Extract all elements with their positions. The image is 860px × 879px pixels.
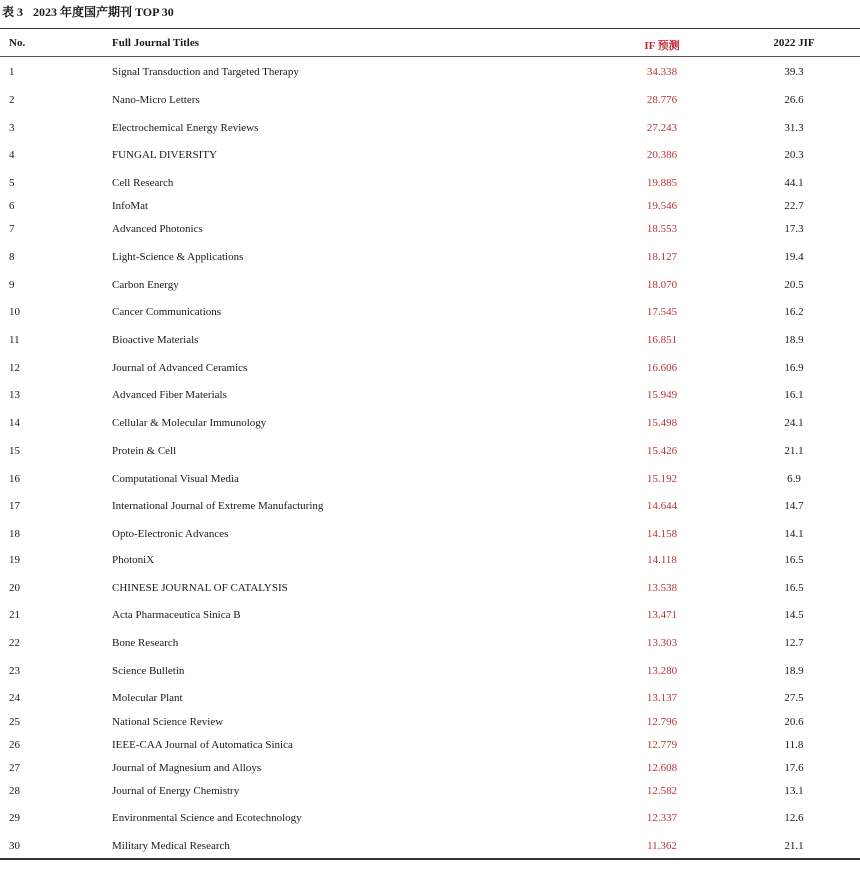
row-number: 6 bbox=[9, 200, 15, 212]
table-caption-label: 表 3 bbox=[2, 5, 24, 19]
jif-2022: 18.9 bbox=[784, 665, 804, 677]
jif-2022: 6.9 bbox=[787, 473, 801, 485]
jif-2022: 44.1 bbox=[784, 177, 804, 189]
row-number: 8 bbox=[9, 251, 15, 263]
row-number: 21 bbox=[9, 609, 20, 621]
table-bottom-rule bbox=[0, 858, 860, 860]
if-prediction: 15.498 bbox=[646, 417, 678, 429]
jif-2022: 21.1 bbox=[784, 840, 804, 852]
row-number: 11 bbox=[9, 334, 20, 346]
jif-2022: 26.6 bbox=[784, 94, 804, 106]
jif-2022: 16.9 bbox=[784, 362, 804, 374]
table-row bbox=[0, 305, 860, 319]
table-top-rule bbox=[0, 28, 860, 29]
table-row bbox=[0, 472, 860, 486]
row-number: 19 bbox=[9, 554, 20, 566]
row-number: 7 bbox=[9, 223, 15, 235]
if-prediction: 11.362 bbox=[647, 840, 677, 852]
if-prediction: 12.779 bbox=[646, 739, 678, 751]
journal-title: Advanced Photonics bbox=[112, 223, 203, 235]
if-prediction: 14.158 bbox=[646, 528, 678, 540]
journal-title: Science Bulletin bbox=[112, 665, 185, 677]
journal-title: Cellular & Molecular Immunology bbox=[112, 417, 267, 429]
table-row bbox=[0, 811, 860, 825]
jif-2022: 16.5 bbox=[784, 554, 804, 566]
journal-title: Environmental Science and Ecotechnology bbox=[112, 812, 302, 824]
table-row bbox=[0, 176, 860, 190]
table-row bbox=[0, 361, 860, 375]
table-row bbox=[0, 761, 860, 775]
header-no: No. bbox=[9, 37, 26, 49]
if-prediction: 19.546 bbox=[646, 200, 678, 212]
row-number: 23 bbox=[9, 665, 20, 677]
jif-2022: 12.6 bbox=[784, 812, 804, 824]
journal-title: PhotoniX bbox=[112, 554, 155, 566]
jif-2022: 20.5 bbox=[784, 279, 804, 291]
if-prediction: 13.471 bbox=[646, 609, 678, 621]
header-full-journal-titles: Full Journal Titles bbox=[112, 37, 200, 49]
if-prediction: 17.545 bbox=[646, 306, 678, 318]
table-row bbox=[0, 839, 860, 853]
table-caption-title: 2023 年度国产期刊 TOP 30 bbox=[33, 5, 174, 19]
table-row bbox=[0, 148, 860, 162]
row-number: 28 bbox=[9, 785, 20, 797]
row-number: 20 bbox=[9, 582, 20, 594]
row-number: 12 bbox=[9, 362, 20, 374]
jif-2022: 12.7 bbox=[784, 637, 804, 649]
table-row bbox=[0, 608, 860, 622]
row-number: 25 bbox=[9, 716, 20, 728]
if-prediction: 13.303 bbox=[646, 637, 678, 649]
if-prediction: 15.192 bbox=[646, 473, 678, 485]
row-number: 22 bbox=[9, 637, 20, 649]
if-prediction: 19.885 bbox=[646, 177, 678, 189]
row-number: 3 bbox=[9, 122, 15, 134]
row-number: 30 bbox=[9, 840, 20, 852]
header-if-prediction: IF 预测 bbox=[644, 40, 680, 52]
jif-2022: 39.3 bbox=[784, 66, 804, 78]
table-row bbox=[0, 691, 860, 705]
if-prediction: 12.337 bbox=[646, 812, 678, 824]
row-number: 29 bbox=[9, 812, 20, 824]
jif-2022: 13.1 bbox=[784, 785, 804, 797]
jif-2022: 14.7 bbox=[784, 500, 804, 512]
row-number: 17 bbox=[9, 500, 20, 512]
table-caption bbox=[2, 3, 174, 20]
row-number: 10 bbox=[9, 306, 20, 318]
table-row bbox=[0, 553, 860, 567]
journal-title: Molecular Plant bbox=[112, 692, 183, 704]
journal-title: International Journal of Extreme Manufacturing bbox=[112, 500, 324, 512]
jif-2022: 31.3 bbox=[784, 122, 804, 134]
table-row bbox=[0, 499, 860, 513]
journal-title: Journal of Advanced Ceramics bbox=[112, 362, 248, 374]
if-prediction: 14.118 bbox=[647, 554, 677, 566]
row-number: 14 bbox=[9, 417, 20, 429]
journal-title: Protein & Cell bbox=[112, 445, 177, 457]
journal-title: National Science Review bbox=[112, 716, 224, 728]
jif-2022: 19.4 bbox=[784, 251, 804, 263]
if-prediction: 15.949 bbox=[646, 389, 678, 401]
table-row bbox=[0, 715, 860, 729]
jif-2022: 20.6 bbox=[784, 716, 804, 728]
table-row bbox=[0, 199, 860, 213]
journal-title: Military Medical Research bbox=[112, 840, 230, 852]
if-prediction: 12.608 bbox=[646, 762, 678, 774]
journal-title: Acta Pharmaceutica Sinica B bbox=[112, 609, 241, 621]
jif-2022: 14.1 bbox=[784, 528, 804, 540]
table-row bbox=[0, 278, 860, 292]
if-prediction: 12.796 bbox=[646, 716, 678, 728]
table-row bbox=[0, 527, 860, 541]
if-prediction: 28.776 bbox=[646, 94, 678, 106]
row-number: 15 bbox=[9, 445, 20, 457]
if-prediction: 16.851 bbox=[646, 334, 678, 346]
journal-title: CHINESE JOURNAL OF CATALYSIS bbox=[112, 582, 288, 594]
if-prediction: 18.127 bbox=[646, 251, 678, 263]
table-row bbox=[0, 784, 860, 798]
journal-title: Nano-Micro Letters bbox=[112, 94, 200, 106]
table-header-rule bbox=[0, 56, 860, 57]
if-prediction: 15.426 bbox=[646, 445, 678, 457]
journal-title: FUNGAL DIVERSITY bbox=[112, 149, 218, 161]
jif-2022: 14.5 bbox=[784, 609, 804, 621]
header-2022-jif: 2022 JIF bbox=[773, 37, 815, 49]
table-row bbox=[0, 388, 860, 402]
table-row bbox=[0, 333, 860, 347]
if-prediction: 27.243 bbox=[646, 122, 678, 134]
if-prediction: 13.280 bbox=[646, 665, 678, 677]
jif-2022: 27.5 bbox=[784, 692, 804, 704]
jif-2022: 17.3 bbox=[784, 223, 804, 235]
table-row bbox=[0, 636, 860, 650]
journal-title: IEEE-CAA Journal of Automatica Sinica bbox=[112, 739, 293, 751]
row-number: 4 bbox=[9, 149, 15, 161]
table-row bbox=[0, 738, 860, 752]
row-number: 9 bbox=[9, 279, 15, 291]
table-row bbox=[0, 581, 860, 595]
row-number: 13 bbox=[9, 389, 20, 401]
journal-title: Bioactive Materials bbox=[112, 334, 199, 346]
journal-title: Electrochemical Energy Reviews bbox=[112, 122, 259, 134]
journal-title: Light-Science & Applications bbox=[112, 251, 244, 263]
journal-title: Cancer Communications bbox=[112, 306, 222, 318]
row-number: 16 bbox=[9, 473, 20, 485]
table-row bbox=[0, 416, 860, 430]
row-number: 2 bbox=[9, 94, 15, 106]
journal-title: Opto-Electronic Advances bbox=[112, 528, 229, 540]
jif-2022: 16.5 bbox=[784, 582, 804, 594]
if-prediction: 20.386 bbox=[646, 149, 678, 161]
table-row bbox=[0, 444, 860, 458]
journal-title: Bone Research bbox=[112, 637, 179, 649]
row-number: 5 bbox=[9, 177, 15, 189]
table-row bbox=[0, 93, 860, 107]
if-prediction: 12.582 bbox=[646, 785, 678, 797]
table-row bbox=[0, 121, 860, 135]
if-prediction: 14.644 bbox=[646, 500, 678, 512]
journal-title: InfoMat bbox=[112, 200, 149, 212]
table-row bbox=[0, 250, 860, 264]
journal-title: Carbon Energy bbox=[112, 279, 179, 291]
jif-2022: 16.1 bbox=[784, 389, 804, 401]
table-row bbox=[0, 65, 860, 79]
jif-2022: 22.7 bbox=[784, 200, 804, 212]
jif-2022: 21.1 bbox=[784, 445, 804, 457]
row-number: 26 bbox=[9, 739, 20, 751]
jif-2022: 24.1 bbox=[784, 417, 804, 429]
journal-title: Signal Transduction and Targeted Therapy bbox=[112, 66, 299, 78]
jif-2022: 16.2 bbox=[784, 306, 804, 318]
table-row bbox=[0, 664, 860, 678]
journal-title: Journal of Energy Chemistry bbox=[112, 785, 240, 797]
if-prediction: 34.338 bbox=[646, 66, 678, 78]
journal-title: Computational Visual Media bbox=[112, 473, 239, 485]
row-number: 1 bbox=[9, 66, 15, 78]
jif-2022: 11.8 bbox=[784, 739, 804, 751]
if-prediction: 18.070 bbox=[646, 279, 678, 291]
jif-2022: 18.9 bbox=[784, 334, 804, 346]
row-number: 24 bbox=[9, 692, 20, 704]
if-prediction: 16.606 bbox=[646, 362, 678, 374]
jif-2022: 17.6 bbox=[784, 762, 804, 774]
journal-title: Journal of Magnesium and Alloys bbox=[112, 762, 262, 774]
journal-title: Cell Research bbox=[112, 177, 174, 189]
journal-title: Advanced Fiber Materials bbox=[112, 389, 227, 401]
if-prediction: 18.553 bbox=[646, 223, 678, 235]
table-row bbox=[0, 222, 860, 236]
if-prediction: 13.538 bbox=[646, 582, 678, 594]
row-number: 27 bbox=[9, 762, 20, 774]
row-number: 18 bbox=[9, 528, 20, 540]
if-prediction: 13.137 bbox=[646, 692, 678, 704]
jif-2022: 20.3 bbox=[784, 149, 804, 161]
